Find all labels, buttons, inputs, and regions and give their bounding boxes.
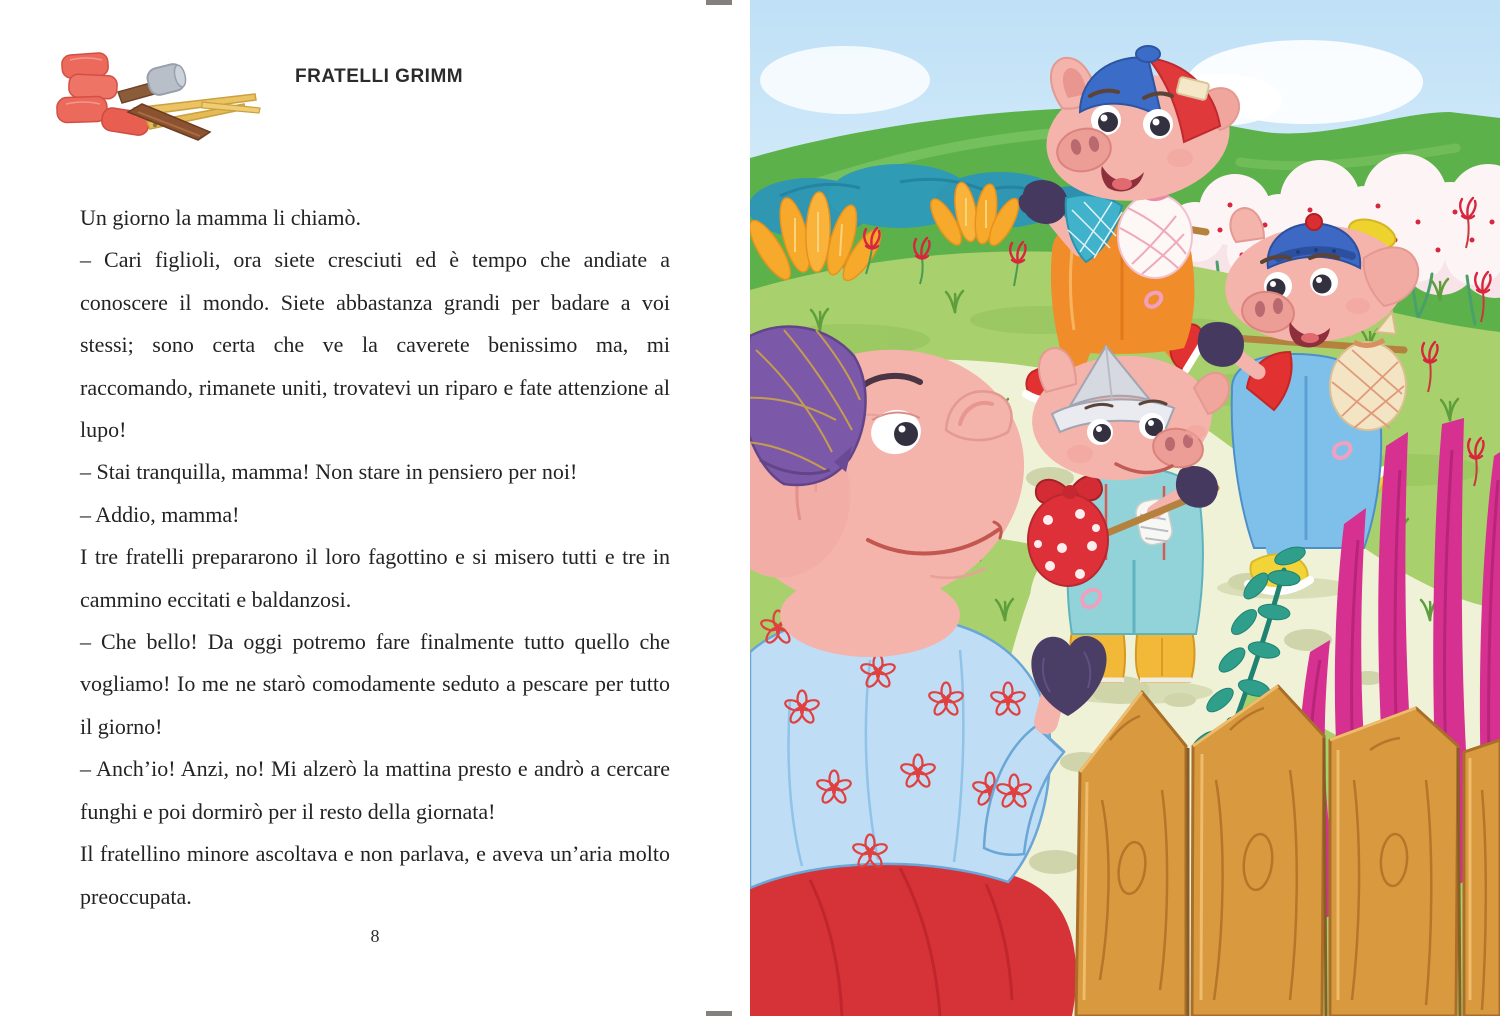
building-materials-illustration: [52, 46, 267, 146]
page-number: 8: [370, 926, 380, 946]
mallet-icon: [118, 62, 188, 103]
story-paragraph: – Che bello! Da oggi potremo fare finalmente tutto quello che vogliamo! Io me ne starò comodamente seduto a pescare per tutto il giorno!: [80, 629, 670, 739]
story-paragraph: – Stai tranquilla, mamma! Non stare in pensiero per noi!: [80, 459, 578, 485]
gutter-mark-top: [706, 0, 732, 5]
story-paragraph: – Anch’io! Anzi, no! Mi alzerò la mattina presto e andrò a cercare funghi e poi dormirò per il resto della giornata!: [80, 756, 670, 824]
story-illustration: [750, 0, 1500, 1016]
story-paragraph: Il fratellino minore ascoltava e non parlava, e aveva un’aria molto preoccupata.: [80, 841, 670, 909]
story-paragraph: Un giorno la mamma li chiamò.: [80, 205, 362, 230]
wooden-fence: [1076, 686, 1500, 1016]
gutter-mark-bottom: [706, 1011, 732, 1016]
story-paragraph: – Cari figlioli, ora siete cresciuti ed è tempo che andiate a conoscere il mondo. Siete abbastanza grandi per badare a voi stessi; sono certa che ve la caverete benissimo ma, mi raccomando, rimanete uniti, trovatevi un riparo e fate attenzione al lupo!: [80, 247, 670, 443]
author-heading: FRATELLI GRIMM: [295, 66, 464, 87]
story-paragraph: I tre fratelli prepararono il loro fagottino e si misero tutti e tre in cammino eccitati e baldanzosi.: [80, 544, 670, 612]
story-paragraph: – Addio, mamma!: [80, 501, 240, 527]
story-text: [80, 197, 670, 918]
polka-dot-bundle: [1028, 476, 1108, 586]
